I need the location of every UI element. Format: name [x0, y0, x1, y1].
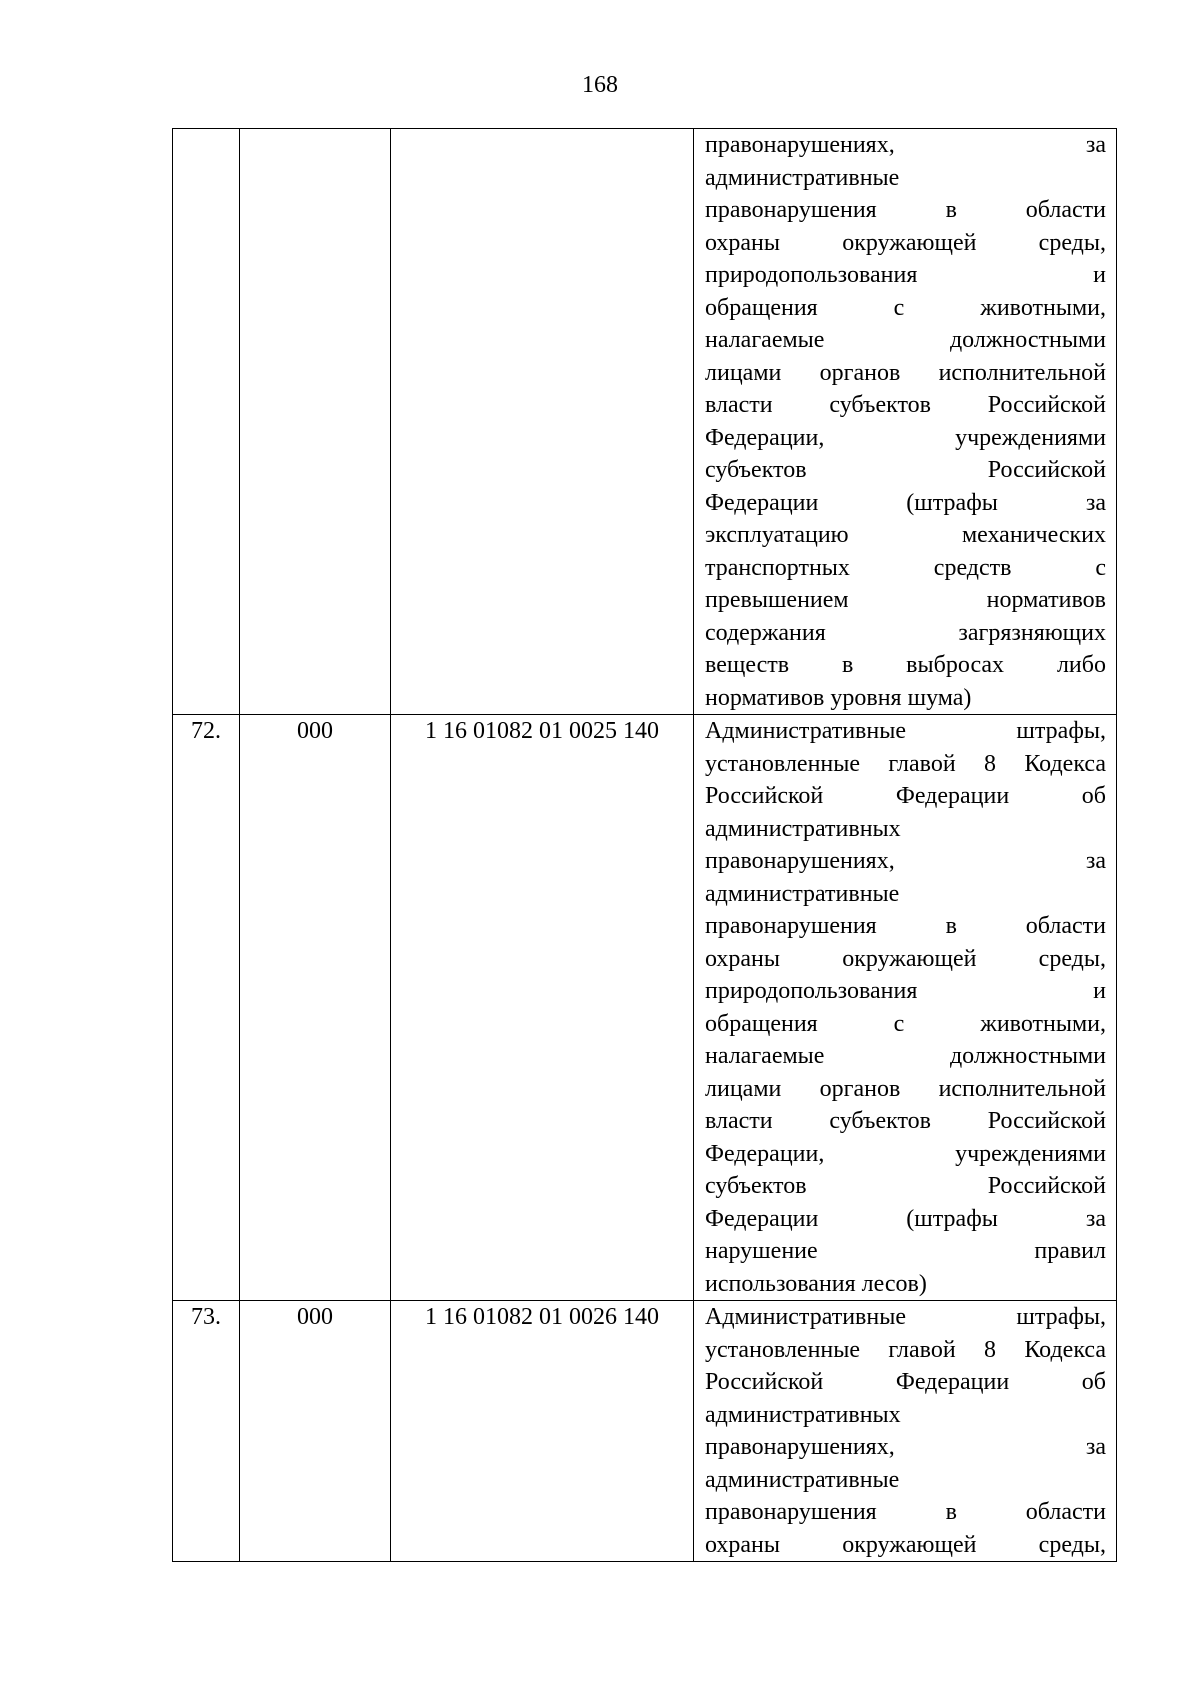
admin-code-cell — [240, 129, 391, 715]
description-line: Федерации (штрафы за — [705, 1205, 1106, 1232]
description-line: нарушение правил — [705, 1238, 1106, 1264]
description-line: налагаемые должностными — [705, 1043, 1106, 1069]
description-line: Федерации, учреждениями — [705, 424, 1106, 451]
description-line: субъектов Российской — [705, 457, 1106, 483]
description-line: содержания загрязняющих — [705, 619, 1106, 646]
description-line: превышением нормативов — [705, 587, 1106, 613]
page-number: 168 — [582, 72, 618, 98]
description-line: установленные главой 8 Кодекса — [705, 1336, 1106, 1363]
row-number-cell — [173, 129, 240, 715]
classification-table — [172, 128, 1117, 1562]
description-line: установленные главой 8 Кодекса — [705, 750, 1106, 777]
table-row — [173, 129, 1117, 715]
description-line: Федерации (штрафы за — [705, 489, 1106, 516]
description-line: охраны окружающей среды, — [705, 1531, 1106, 1558]
description-line: Российской Федерации об — [705, 783, 1106, 809]
description-cell — [694, 1301, 1117, 1562]
description-line: Федерации, учреждениями — [705, 1140, 1106, 1167]
description-line: нормативов уровня шума) — [705, 684, 972, 711]
description-line: административные — [705, 1466, 900, 1493]
description-cell — [694, 129, 1117, 715]
kbk-code-cell — [391, 129, 694, 715]
description-line: налагаемые должностными — [705, 327, 1106, 353]
description-line: административных — [705, 815, 901, 842]
description-line: эксплуатацию механических — [705, 522, 1106, 548]
description-line: правонарушения в области — [705, 1499, 1106, 1525]
description-line: охраны окружающей среды, — [705, 229, 1106, 256]
description-line: Российской Федерации об — [705, 1369, 1106, 1395]
row-number-cell: 73. — [173, 1301, 240, 1562]
description-line: природопользования и — [705, 262, 1106, 288]
description-line: обращения с животными, — [705, 294, 1106, 321]
description-line: охраны окружающей среды, — [705, 945, 1106, 972]
description-line: власти субъектов Российской — [705, 392, 1106, 418]
description-line: административные — [705, 164, 900, 191]
table-row — [173, 715, 1117, 1301]
description-line: Административные штрафы, — [705, 718, 1106, 744]
description-line: веществ в выбросах либо — [705, 652, 1106, 678]
description-line: лицами органов исполнительной — [705, 359, 1106, 386]
table-row — [173, 1301, 1117, 1562]
description-line: природопользования и — [705, 978, 1106, 1004]
kbk-code-cell: 1 16 01082 01 0025 140 — [391, 715, 694, 1301]
description-line: власти субъектов Российской — [705, 1108, 1106, 1134]
description-line: субъектов Российской — [705, 1173, 1106, 1199]
description-line: использования лесов) — [705, 1270, 927, 1297]
row-number-cell: 72. — [173, 715, 240, 1301]
description-line: административные — [705, 880, 900, 907]
description-line: транспортных средств с — [705, 554, 1106, 581]
description-line: правонарушениях, за — [705, 1434, 1106, 1460]
kbk-code-cell: 1 16 01082 01 0026 140 — [391, 1301, 694, 1562]
description-line: правонарушения в области — [705, 197, 1106, 223]
description-line: правонарушения в области — [705, 913, 1106, 939]
admin-code-cell: 000 — [240, 1301, 391, 1562]
description-line: обращения с животными, — [705, 1010, 1106, 1037]
admin-code-cell: 000 — [240, 715, 391, 1301]
description-line: правонарушениях, за — [705, 132, 1106, 158]
description-line: правонарушениях, за — [705, 848, 1106, 874]
description-line: административных — [705, 1401, 901, 1428]
description-line: лицами органов исполнительной — [705, 1075, 1106, 1102]
description-cell — [694, 715, 1117, 1301]
description-line: Административные штрафы, — [705, 1304, 1106, 1330]
